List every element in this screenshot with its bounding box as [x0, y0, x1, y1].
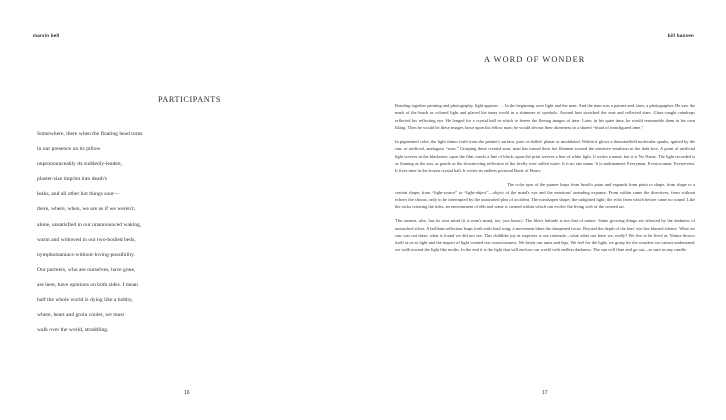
essay-paragraph: Bonding together painting and photography, light appears . . . In the beginning were light and the man. And the man was a painter and, later, a photographer. He saw the mark of the brush as colored light and placed his inner world in a shimmer of symbols. Around him stretched the seas and reflected stars. Glass-caught raindrops reflected his reflecting eye. He longed for a crystal ball in which to freeze the fleeing images of time. Later, in his quiet time, he would reassemble them to his own liking. Then he would let these images loose upon his fellow man; he would devour their aloneness in a shared “ritual of transfigured time.”	[395, 103, 695, 130]
poem-line: Our partners, who are ourselves, have gone,	[37, 266, 136, 273]
poem-line: half the whole world is dying like a hobby,	[37, 297, 133, 304]
essay-title: A WORD OF WONDER	[484, 55, 586, 64]
poem-line: are here, have opinions on both sides. I mean	[37, 281, 138, 288]
poem-title: PARTICIPANTS	[158, 95, 221, 104]
poem-line: in our presence on its pillow	[37, 146, 101, 153]
essay-paragraph: The camera, also, has its own mind (it is man's mind, too, you know). The film's latitude is not that of nature. Some growing things are silenced by the darkness of untouched silver. A brilliant reflection leaps forth with loud song; a movement blurs the sharpened focus. Beyond the depth of the lens' eye lies blurred silence. What we saw was not there, what is found we did not see. This childlike joy at surprises is our rationale—what other use have we, really? We live to be lived at. Nature throws itself at us as light and the impact of light created our consciousness. We bestir our arms and legs. We feel for the light; we grasp for the wonders we cannot understand; we walk toward the light like moths. In the end it is the light that will enclose our world with endless darkness. The sun will flare and go out—as sure as any candle.	[395, 218, 695, 253]
essay-body	[395, 102, 695, 261]
poem-line: there, where, when, we are as if we weren't;	[37, 206, 136, 213]
essay-paragraph: In pigmented color, the light shines forth from the painter's surface, pure or dulled, planar or modulated. Within it glows a thousandfold molecular sparks, ignited by the sun, or artificial, analogous “suns.” Grasping these created suns, man has turned their hot filament toward the sensitive emulsion in the dark box. A point of artificial light weaves in the blackness: upon the film crawls a line of black; upon the print weaves a line of white light. It writes a name, but it is No Name. The light recorded is as flaming as the sun, as gentle as the slowmoving reflection of the firefly over stilled water. It is no one name. It is multinamed: Everyman, Everywoman, Everyevent. It fixes time in the frozen crystal ball. It writes its endless pictorial Book of Hours.	[395, 138, 695, 174]
poem-line: leaks, and all other hot things sour—	[37, 191, 120, 198]
poem-line: alone, unsatisfied in our unannounced waking,	[37, 221, 142, 228]
poem-line: unpronounceably its suddenly-leaden,	[37, 161, 122, 168]
left-running-head: marvin bell	[33, 33, 60, 38]
poem-line: walk over the world, straddling.	[37, 327, 109, 334]
poem-line: warm and widowed in our two-bodied beds,	[37, 236, 136, 243]
right-running-head: bill hansen	[667, 33, 694, 38]
poem-line: Somewhere, there when the floating head turns	[37, 131, 143, 137]
poem-line: nymphomaniacs-without-loving-possibility.	[37, 251, 135, 258]
poem-body	[37, 127, 337, 338]
right-page-number: 17	[542, 390, 548, 396]
left-page-number: 16	[184, 390, 190, 396]
essay-paragraph: The color spot of the painter leaps from brush's point and expands from point to shape, from shape to a certain shape; from “light-source” to “light-object”—object of the mind's eye and the emotions' unending expanse. From within came the directives, from without echoes the chorus, only to be interrupted by the unawaited plea of accident. The misshapen shape; the unlighted light; the echo from which before came no sound: Like the rocks resisting the tides, an environment of ebb and wane is created within which can evolve the living web of the created art.	[395, 182, 695, 210]
poem-line: plaster-size imprint into death's	[37, 176, 108, 183]
poem-line: where, heart and groin cooler, we must	[37, 312, 125, 319]
